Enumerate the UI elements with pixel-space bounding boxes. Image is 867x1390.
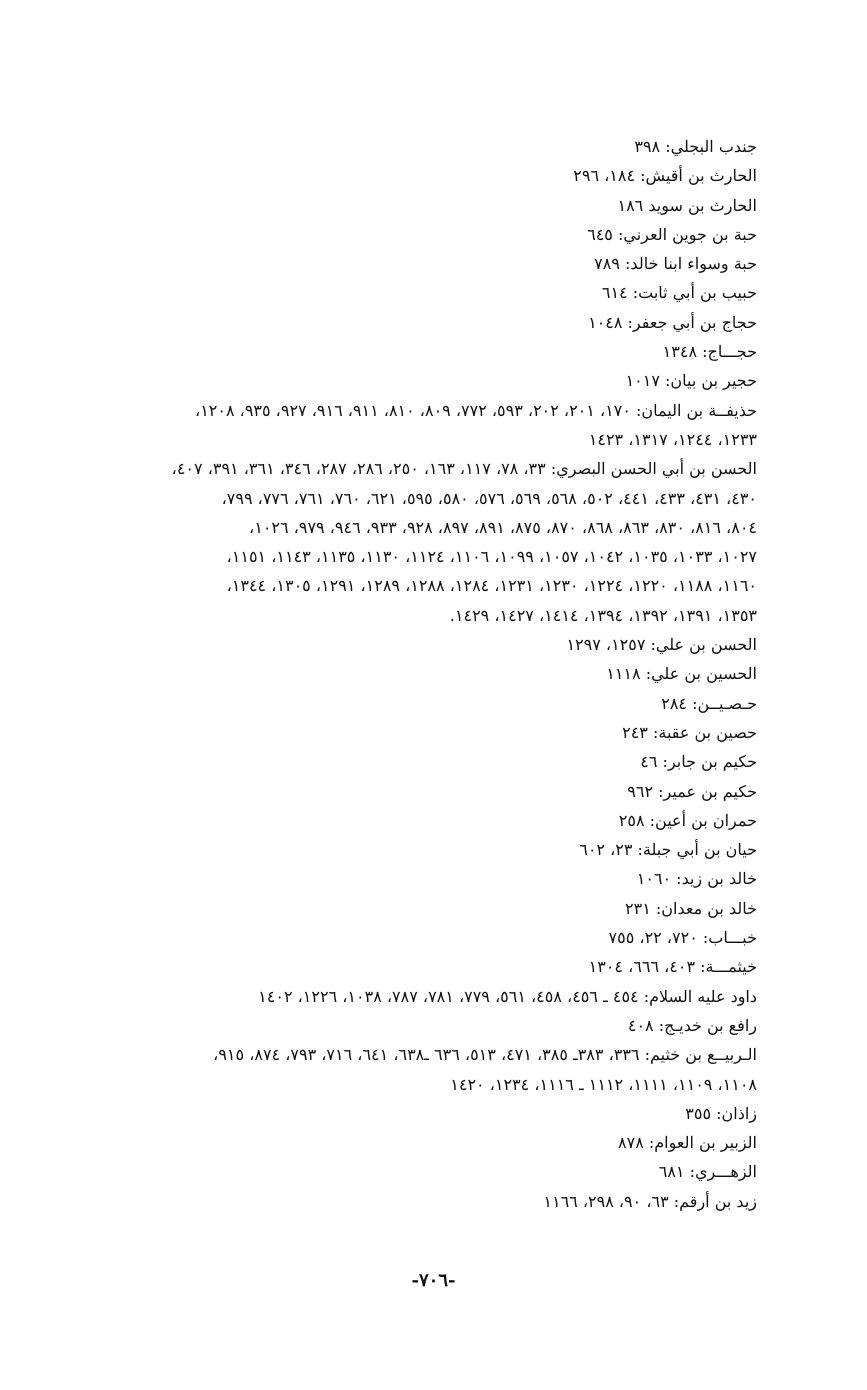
index-entry: داود عليه السلام: ٤٥٤ ـ ٤٥٦، ٤٥٨، ٥٦١، ٧٧٩، ٧٨١، ٧٨٧، ١٠٣٨، ١٢٢٦، ١٤٠٢ bbox=[258, 986, 757, 1006]
index-entry: خبـــاب: ٧٢٠، ٢٢، ٧٥٥ bbox=[608, 928, 757, 948]
index-entry: الزهـــري: ٦٨١ bbox=[658, 1162, 757, 1182]
index-entry: خيثمـــة: ٤٠٣، ٦٦٦، ١٣٠٤ bbox=[588, 957, 757, 977]
index-entry: حبيب بن أبي ثابت: ٦١٤ bbox=[601, 283, 757, 303]
index-entry: زيد بن أرقم: ٦٣، ٩٠، ٢٩٨، ١١٦٦ bbox=[543, 1191, 757, 1211]
index-entry: حبة وسواء ابنا خالد: ٧٨٩ bbox=[594, 254, 757, 274]
index-entry: الحسن بن أبي الحسن البصري: ٣٣، ٧٨، ١١٧، ١٦٣، ٢٥٠، ٢٨٦، ٢٨٧، ٣٤٦، ٣٦١، ٣٩١، ٤٠٧، bbox=[171, 459, 757, 479]
index-entry-continuation: ١٢٣٣، ١٢٤٤، ١٣١٧، ١٤٢٣ bbox=[588, 429, 757, 449]
index-entry-continuation: ١١٠٨، ١١٠٩، ١١١١، ١١١٢ ـ ١١١٦، ١٢٣٤، ١٤٢٠ bbox=[450, 1074, 757, 1094]
index-entry: زاذان: ٣٥٥ bbox=[685, 1103, 757, 1123]
index-entry: خالد بن معدان: ٢٣١ bbox=[625, 898, 757, 918]
index-entry: حبة بن جوين العرني: ٦٤٥ bbox=[587, 224, 757, 244]
index-entry: الحسين بن علي: ١١١٨ bbox=[606, 664, 757, 684]
index-entry: حجاج بن أبي جعفر: ١٠٤٨ bbox=[588, 312, 757, 332]
index-entry-continuation: ٤٣٠، ٤٣١، ٤٣٣، ٤٤١، ٥٠٢، ٥٦٨، ٥٦٩، ٥٧٦، ٥٨٠، ٥٩٥، ٦٢١، ٧٦٠، ٧٦١، ٧٧٦، ٧٩٩، bbox=[221, 488, 757, 508]
index-entry-continuation: ١١٦٠، ١١٨٨، ١٢٢٠، ١٢٢٤، ١٢٣٠، ١٢٣١، ١٢٨٤، ١٢٨٨، ١٢٨٩، ١٢٩١، ١٣٠٥، ١٣٤٤، bbox=[226, 576, 757, 596]
index-entry: حكيم بن عمير: ٩٦٢ bbox=[627, 781, 757, 801]
index-entry: جندب البجلي: ٣٩٨ bbox=[634, 137, 757, 156]
index-entry: الحارث بن سويد ١٨٦ bbox=[617, 195, 757, 215]
index-entry: حمران بن أعين: ٢٥٨ bbox=[618, 810, 757, 830]
index-entry-continuation: ٨٠٤، ٨١٦، ٨٣٠، ٨٦٣، ٨٦٨، ٨٧٠، ٨٧٥، ٨٩١، ٨٩٧، ٩٢٨، ٩٣٣، ٩٤٦، ٩٧٩، ١٠٢٦، bbox=[249, 517, 757, 537]
index-entry: حجير بن بيان: ١٠١٧ bbox=[625, 371, 757, 391]
page-number: -٧٠٦- bbox=[411, 1270, 456, 1291]
index-entry: الحسن بن علي: ١٢٥٧، ١٢٩٧ bbox=[566, 635, 757, 655]
name-index-list bbox=[97, 132, 757, 1216]
index-entry: الحارث بن أقيش: ١٨٤، ٢٩٦ bbox=[573, 166, 757, 186]
index-entry-continuation: ١٣٥٣، ١٣٩١، ١٣٩٢، ١٣٩٤، ١٤١٤، ١٤٢٧، ١٤٢٩. bbox=[449, 605, 757, 625]
index-entry: رافع بن خديـج: ٤٠٨ bbox=[627, 1015, 757, 1035]
index-entry: الزبير بن العوام: ٨٧٨ bbox=[618, 1133, 757, 1153]
index-entry: حذيفــة بن اليمان: ١٧٠، ٢٠١، ٢٠٢، ٥٩٣، ٧٧٢، ٨٠٩، ٨١٠، ٩١١، ٩١٦، ٩٢٧، ٩٣٥، ١٢٠٨، bbox=[195, 400, 757, 420]
index-entry: خالد بن زيد: ١٠٦٠ bbox=[636, 869, 757, 889]
index-entry: حكيم بن جابر: ٤٦ bbox=[640, 752, 757, 772]
index-entry: حـصـيــن: ٢٨٤ bbox=[661, 693, 757, 713]
index-entry: حجـــاج: ١٣٤٨ bbox=[662, 342, 757, 362]
index-entry: حيان بن أبي جبلة: ٢٣، ٦٠٢ bbox=[579, 840, 757, 860]
index-entry: حصين بن عقبة: ٢٤٣ bbox=[622, 722, 757, 742]
index-entry: الـربيــع بن خثيم: ٣٣٦، ٣٨٣ـ ٣٨٥، ٤٧١، ٥١٣، ٦٣٦ ـ٦٣٨، ٦٤١، ٧١٦، ٧٩٣، ٨٧٤، ٩١٥، bbox=[213, 1045, 757, 1065]
index-entry-continuation: ١٠٢٧، ١٠٣٣، ١٠٣٥، ١٠٤٢، ١٠٥٧، ١٠٩٩، ١١٠٦، ١١٢٤، ١١٣٠، ١١٣٥، ١١٤٣، ١١٥١، bbox=[226, 547, 757, 567]
